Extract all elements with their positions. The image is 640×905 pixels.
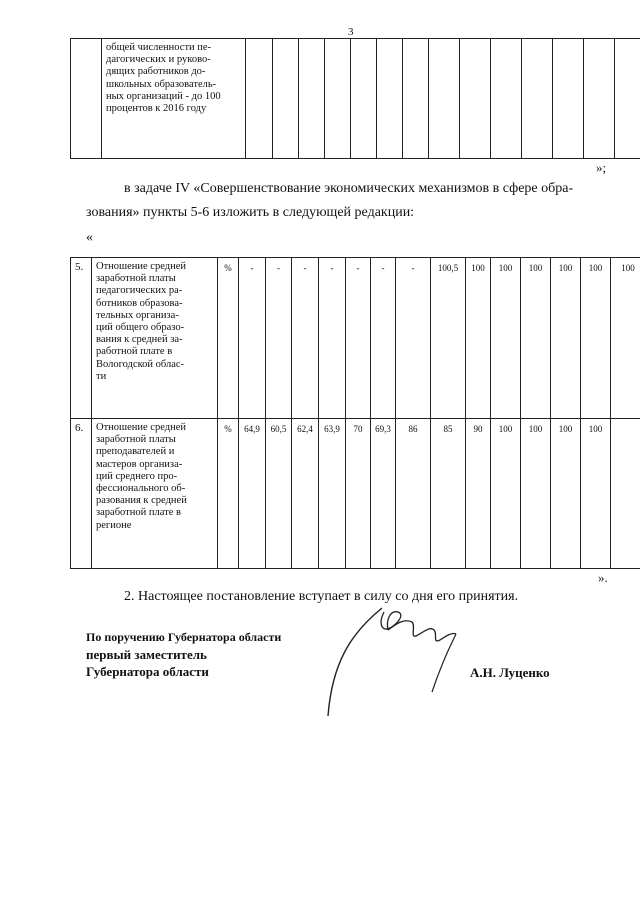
value-cell: 100,5 bbox=[431, 258, 466, 419]
text-line: ций среднего про- bbox=[96, 470, 178, 482]
value-cell bbox=[611, 419, 640, 569]
value-cell: 100 bbox=[551, 258, 581, 419]
value-cell: 100 bbox=[491, 419, 521, 569]
paragraph-line-2: зования» пункты 5-6 изложить в следующей редакции: bbox=[86, 205, 415, 220]
closing-quote: ». bbox=[598, 570, 608, 585]
value-cell: - bbox=[346, 258, 371, 419]
text-line: мастеров организа- bbox=[96, 458, 183, 470]
top-table-text bbox=[102, 39, 246, 159]
value-cell: 100 bbox=[551, 419, 581, 569]
text-line: дагогических и руково- bbox=[106, 54, 211, 66]
value-cell: 100 bbox=[521, 419, 551, 569]
value-cell: 86 bbox=[396, 419, 431, 569]
indicators-table bbox=[70, 257, 640, 569]
value-cell: 100 bbox=[491, 258, 521, 419]
text-line: ных организаций - до 100 bbox=[106, 90, 221, 102]
signature-line-1: По поручению Губернатора области bbox=[86, 630, 282, 644]
value-cell: 100 bbox=[466, 258, 491, 419]
value-cell: 62,4 bbox=[292, 419, 319, 569]
row-number: 5. bbox=[71, 258, 92, 419]
text-line: Отношение средней bbox=[96, 422, 186, 433]
signatory-name: А.Н. Луценко bbox=[470, 665, 550, 680]
text-line: фессионального об- bbox=[96, 483, 186, 495]
value-cell: - bbox=[319, 258, 346, 419]
opening-quote: « bbox=[86, 230, 93, 245]
page-number: 3 bbox=[348, 26, 354, 38]
text-line: заработной платы bbox=[96, 434, 176, 446]
value-cell: - bbox=[239, 258, 266, 419]
row-description bbox=[92, 258, 218, 419]
text-line: заработной платы bbox=[96, 273, 176, 285]
value-cell: - bbox=[266, 258, 292, 419]
text-line: дящих работников до- bbox=[106, 66, 206, 78]
text-line: тельных организа- bbox=[96, 309, 179, 321]
text-line: разования к средней bbox=[96, 495, 187, 507]
text-line: Вологодской облас- bbox=[96, 358, 185, 370]
value-cell: 70 bbox=[346, 419, 371, 569]
value-cell: 100 bbox=[581, 258, 611, 419]
text-line: регионе bbox=[96, 519, 132, 531]
closing-quote: »; bbox=[596, 160, 607, 175]
text-line: работной плате в bbox=[96, 346, 173, 358]
table-row bbox=[71, 419, 640, 569]
value-cell: - bbox=[292, 258, 319, 419]
unit-cell: % bbox=[218, 419, 239, 569]
top-table-fragment bbox=[70, 38, 640, 159]
value-cell: 64,9 bbox=[239, 419, 266, 569]
value-cell: 63,9 bbox=[319, 419, 346, 569]
value-cell: 60,5 bbox=[266, 419, 292, 569]
value-cell: 69,3 bbox=[371, 419, 396, 569]
text-line: вания к средней за- bbox=[96, 334, 183, 346]
text-line: преподавателей и bbox=[96, 446, 175, 458]
value-cell: - bbox=[371, 258, 396, 419]
paragraph-2: 2. Настоящее постановление вступает в силу со дня его принятия. bbox=[124, 589, 519, 604]
row-number: 6. bbox=[71, 419, 92, 569]
value-cell: 85 bbox=[431, 419, 466, 569]
text-line: процентов к 2016 году bbox=[106, 103, 207, 115]
value-cell: 100 bbox=[611, 258, 640, 419]
row-description bbox=[92, 419, 218, 569]
text-line: педагогических ра- bbox=[96, 285, 183, 297]
unit-cell: % bbox=[218, 258, 239, 419]
table-row bbox=[71, 258, 640, 419]
text-line: ботников образова- bbox=[96, 297, 183, 309]
text-line: заработной плате в bbox=[96, 507, 181, 519]
value-cell: 100 bbox=[581, 419, 611, 569]
value-cell: 90 bbox=[466, 419, 491, 569]
signature-line-3: Губернатора области bbox=[86, 664, 209, 679]
paragraph-line-1: в задаче IV «Совершенствование экономических механизмов в сфере обра- bbox=[124, 181, 574, 196]
text-line: ций общего образо- bbox=[96, 322, 185, 334]
text-line: общей численности пе- bbox=[106, 42, 212, 53]
value-cell: - bbox=[396, 258, 431, 419]
text-line: ти bbox=[96, 370, 107, 382]
signature-line-2: первый заместитель bbox=[86, 647, 207, 662]
text-line: школьных образователь- bbox=[106, 78, 217, 90]
handwritten-signature bbox=[320, 604, 490, 719]
text-line: Отношение средней bbox=[96, 261, 186, 272]
value-cell: 100 bbox=[521, 258, 551, 419]
